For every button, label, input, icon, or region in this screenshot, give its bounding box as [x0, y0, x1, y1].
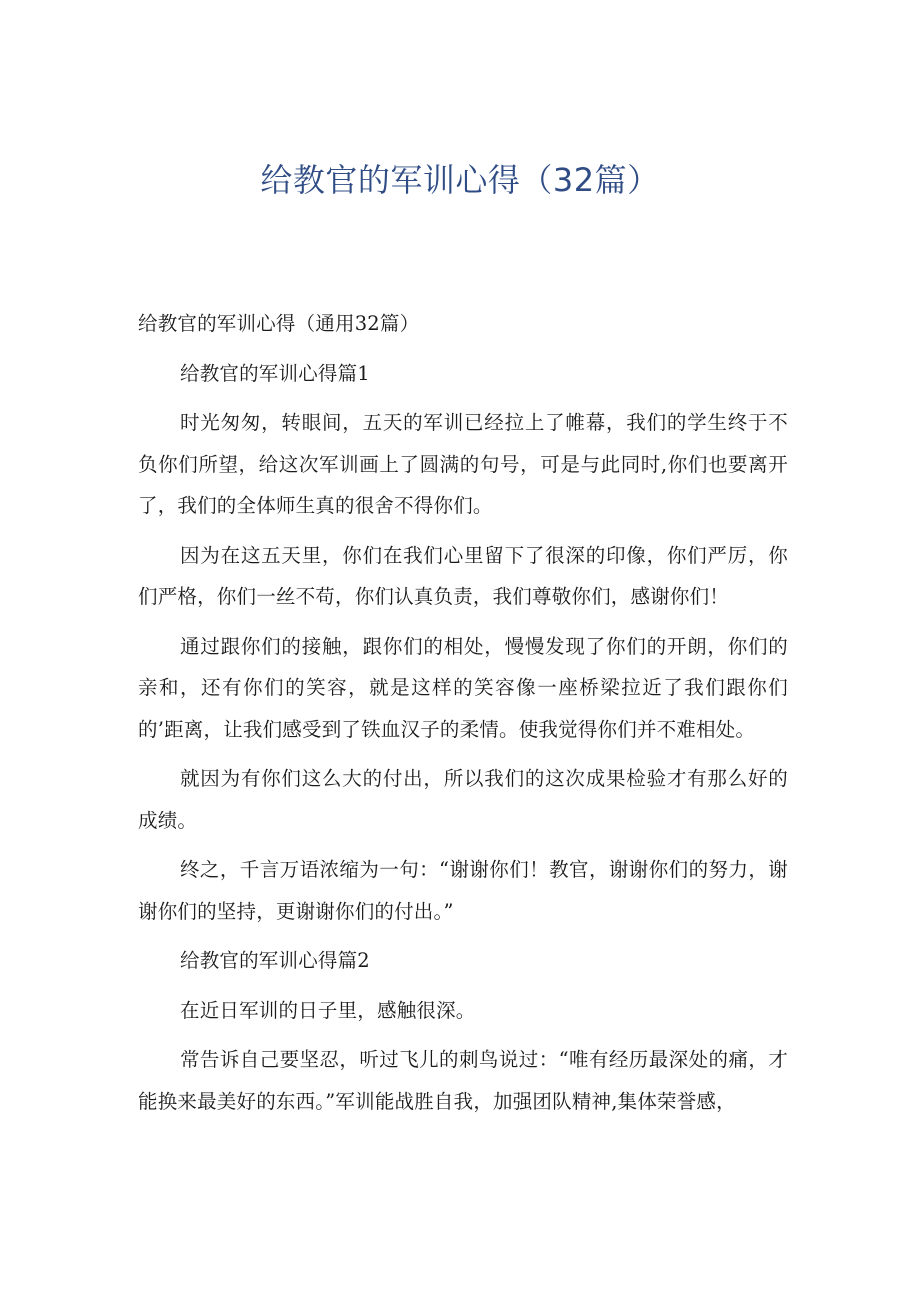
body-paragraph: 常告诉自己要坚忍，听过飞儿的刺鸟说过：“唯有经历最深处的痛，才能换来最美好的东西。”军训能战胜自我，加强团队精神,集体荣誉感， [138, 1048, 788, 1113]
document-body [138, 303, 788, 1122]
body-paragraph: 终之，千言万语浓缩为一句：“谢谢你们！教官，谢谢你们的努力，谢谢你们的坚持，更谢谢你们的付出。” [138, 858, 788, 923]
subtitle-paragraph: 给教官的军训心得（通用32篇） [138, 312, 420, 335]
body-paragraph: 在近日军训的日子里，感触很深。 [180, 998, 476, 1022]
section-heading-2: 给教官的军训心得篇2 [180, 949, 370, 972]
body-paragraph: 就因为有你们这么大的付出，所以我们的这次成果检验才有那么好的成绩。 [138, 767, 788, 832]
body-paragraph: 通过跟你们的接触，跟你们的相处，慢慢发现了你们的开朗，你们的亲和，还有你们的笑容，就是这样的笑容像一座桥梁拉近了我们跟你们的’距离，让我们感受到了铁血汉子的柔情。使我觉得你们并不难相处。 [138, 634, 788, 741]
section-heading-1: 给教官的军训心得篇1 [180, 361, 370, 385]
body-paragraph: 时光匆匆，转眼间，五天的军训已经拉上了帷幕，我们的学生终于不负你们所望，给这次军训画上了圆满的句号，可是与此同时,你们也要离开了，我们的全体师生真的很舍不得你们。 [138, 411, 788, 517]
body-paragraph: 因为在这五天里，你们在我们心里留下了很深的印像，你们严厉，你们严格，你们一丝不苟，你们认真负责，我们尊敬你们，感谢你们！ [138, 543, 788, 608]
document-title: 给教官的军训心得（32篇） [260, 161, 660, 199]
